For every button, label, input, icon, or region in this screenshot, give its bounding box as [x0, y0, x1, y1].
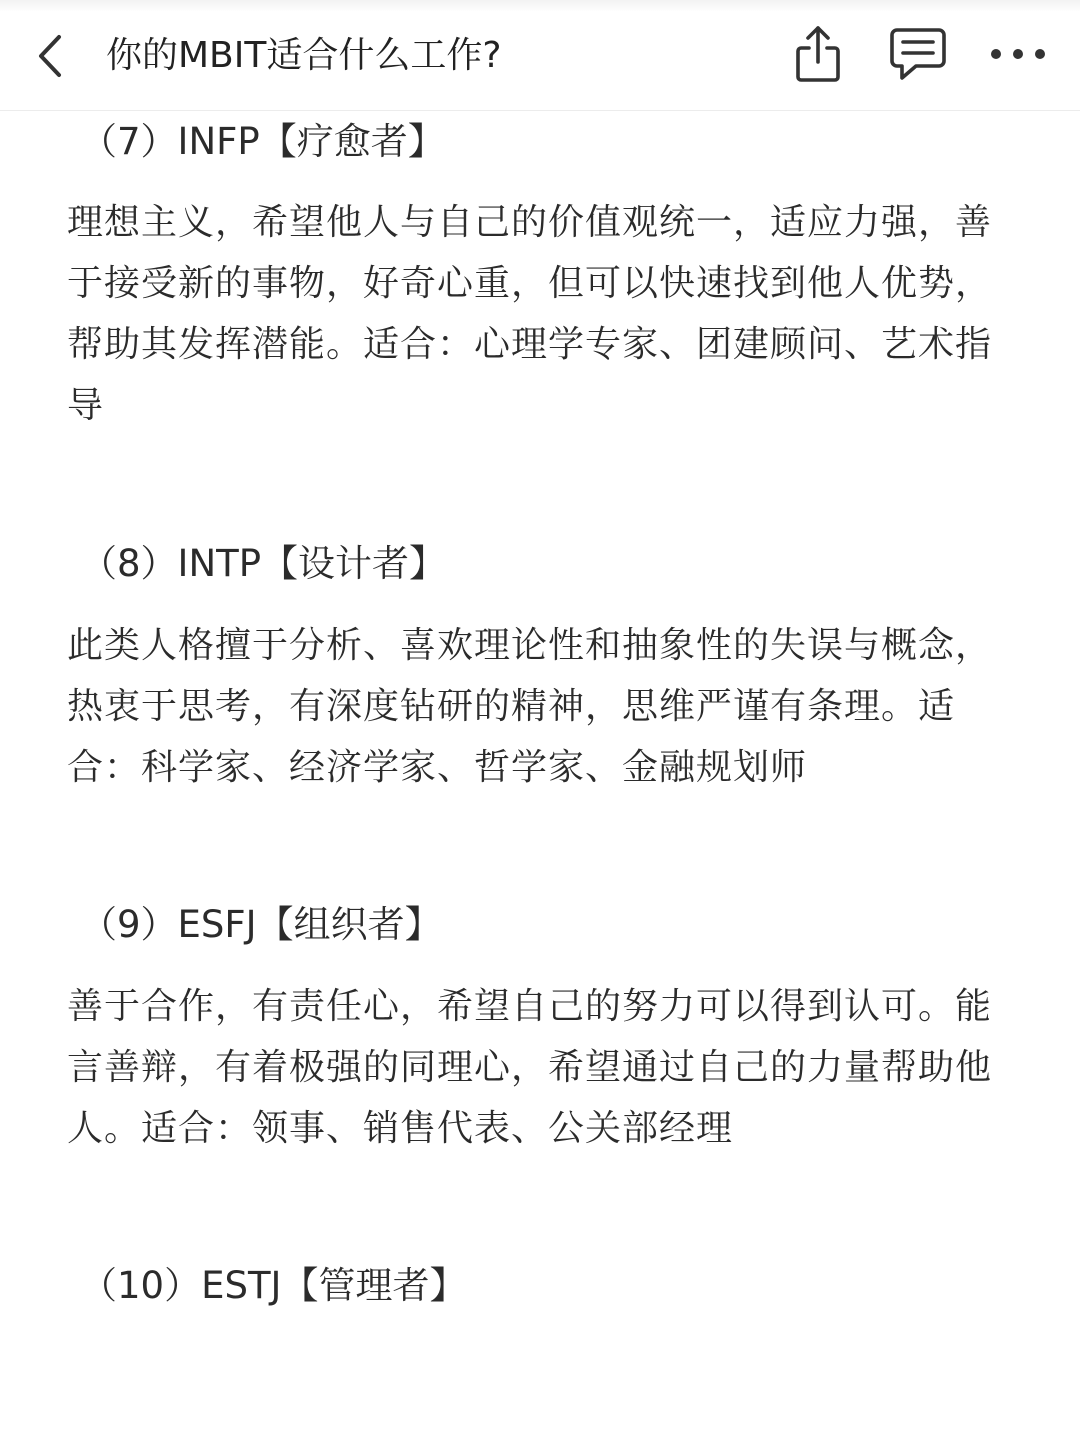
section-heading: （10）ESTJ【管理者】	[80, 1264, 467, 1307]
more-icon	[988, 46, 1048, 62]
section-heading: （8）INTP【设计者】	[80, 542, 447, 585]
status-bar-shadow	[0, 0, 1080, 12]
back-button[interactable]	[28, 30, 72, 82]
section-heading: （9）ESFJ【组织者】	[80, 903, 442, 946]
top-navigation-bar	[0, 0, 1080, 111]
section-paragraph: 此类人格擅于分析、喜欢理论性和抽象性的失误与概念，热衷于思考，有深度钻研的精神，思维严谨有条理。适合：科学家、经济学家、哲学家、金融规划师	[67, 625, 993, 788]
page-title: 你的MBIT适合什么工作?	[106, 35, 502, 76]
share-button[interactable]	[788, 22, 848, 86]
share-icon	[792, 24, 844, 84]
comment-icon	[888, 25, 948, 83]
section-paragraph: 善于合作，有责任心，希望自己的努力可以得到认可。能言善辩，有着极强的同理心，希望通过自己的力量帮助他人。适合：领事、销售代表、公关部经理	[67, 986, 993, 1149]
comment-button[interactable]	[888, 22, 948, 86]
section-heading: （7）INFP【疗愈者】	[80, 120, 445, 163]
chevron-left-icon	[35, 34, 65, 78]
more-button[interactable]	[988, 22, 1048, 86]
section-paragraph: 理想主义，希望他人与自己的价值观统一，适应力强，善于接受新的事物，好奇心重，但可以快速找到他人优势，帮助其发挥潜能。适合：心理学专家、团建顾问、艺术指导	[67, 202, 993, 426]
